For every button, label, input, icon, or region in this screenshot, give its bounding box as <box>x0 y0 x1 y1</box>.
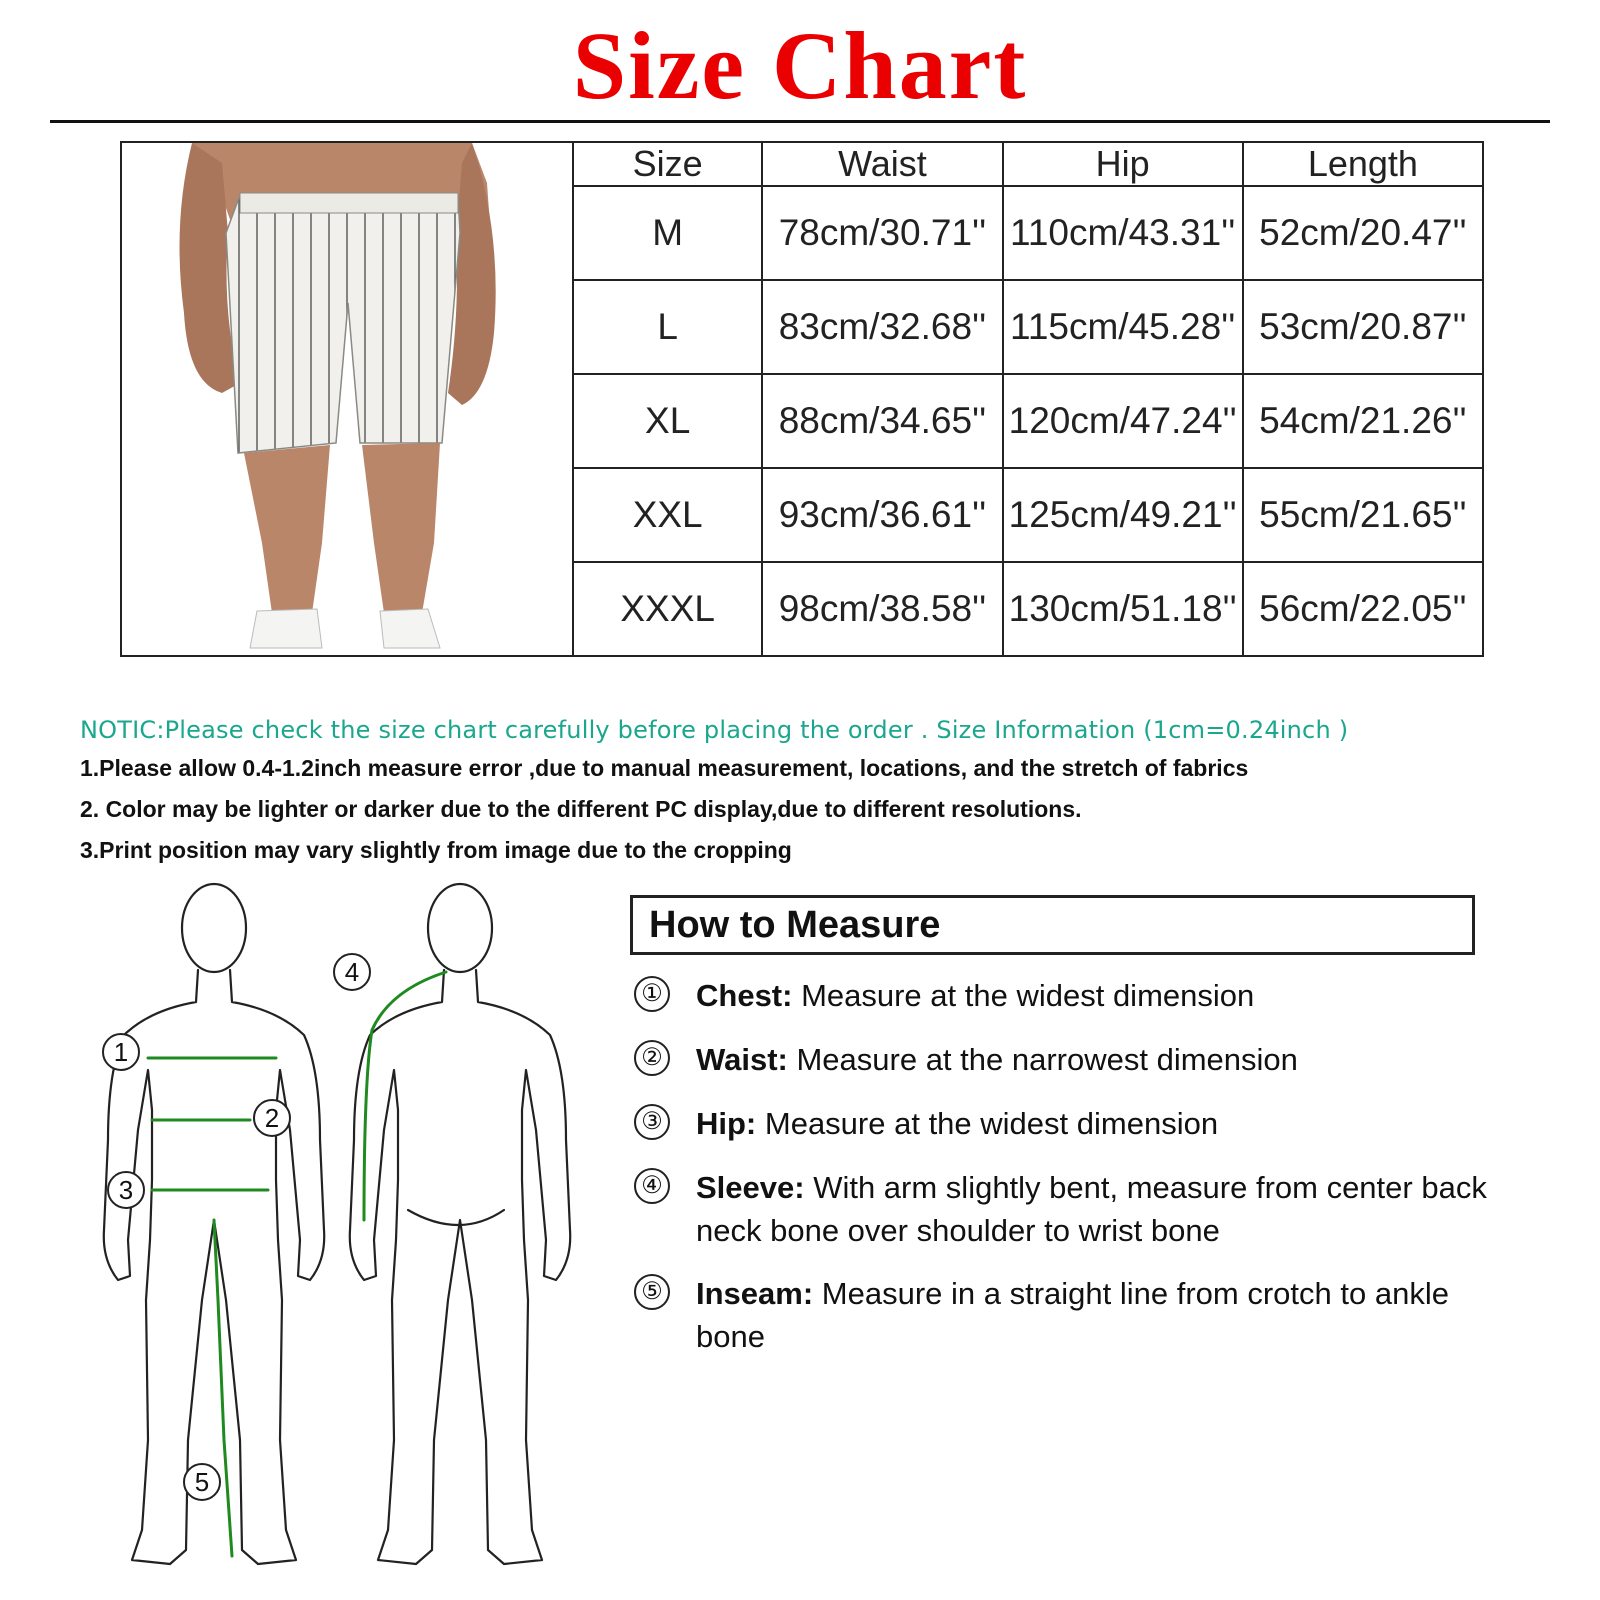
cell-hip: 110cm/43.31'' <box>1003 186 1243 280</box>
measure-text <box>696 1272 1496 1358</box>
table-header-row <box>573 142 1483 186</box>
note-measure-error: 1.Please allow 0.4-1.2inch measure error ,due to manual measurement, locations, and the stretch of fabrics <box>80 755 1249 781</box>
cell-size: XXL <box>573 468 762 562</box>
size-table <box>572 141 1484 657</box>
measure-label: Sleeve: <box>696 1170 805 1205</box>
cell-waist: 98cm/38.58'' <box>762 562 1002 656</box>
measure-label: Chest: <box>696 978 793 1013</box>
cell-length: 55cm/21.65'' <box>1243 468 1483 562</box>
table-row <box>573 374 1483 468</box>
size-chart <box>120 141 1484 657</box>
cell-length: 53cm/20.87'' <box>1243 280 1483 374</box>
measure-label: Waist: <box>696 1042 788 1077</box>
marker-sleeve-label: 4 <box>344 957 360 987</box>
cell-waist: 78cm/30.71'' <box>762 186 1002 280</box>
note-print-position: 3.Print position may vary slightly from image due to the cropping <box>80 837 792 863</box>
marker-inseam-label: 5 <box>194 1467 210 1497</box>
cell-length: 52cm/20.47'' <box>1243 186 1483 280</box>
cell-size: XXXL <box>573 562 762 656</box>
measure-item-hip <box>630 1102 1510 1152</box>
measure-label: Hip: <box>696 1106 757 1141</box>
table-row <box>573 468 1483 562</box>
measure-description: Measure in a straight line from crotch to ankle bone <box>696 1276 1449 1354</box>
measure-item-chest <box>630 974 1510 1024</box>
measurement-figures <box>90 880 590 1590</box>
note-color: 2. Color may be lighter or darker due to the different PC display,due to different resolutions. <box>80 796 1082 822</box>
cell-waist: 93cm/36.61'' <box>762 468 1002 562</box>
measure-description: With arm slightly bent, measure from center back neck bone over shoulder to wrist bone <box>696 1170 1487 1248</box>
cell-hip: 130cm/51.18'' <box>1003 562 1243 656</box>
cell-waist: 88cm/34.65'' <box>762 374 1002 468</box>
cell-size: L <box>573 280 762 374</box>
shorts-model-image <box>122 143 572 655</box>
measure-item-sleeve <box>630 1166 1510 1262</box>
header-length: Length <box>1243 142 1483 186</box>
number-badge: ⑤ <box>634 1274 670 1310</box>
header-hip: Hip <box>1003 142 1243 186</box>
number-badge: ③ <box>634 1104 670 1140</box>
marker-hip-label: 3 <box>118 1175 134 1205</box>
cell-size: M <box>573 186 762 280</box>
measure-text <box>696 974 1496 1017</box>
cell-hip: 120cm/47.24'' <box>1003 374 1243 468</box>
table-row <box>573 186 1483 280</box>
measure-text <box>696 1102 1496 1145</box>
product-photo <box>122 143 572 655</box>
measure-text <box>696 1166 1496 1252</box>
cell-length: 54cm/21.26'' <box>1243 374 1483 468</box>
measure-item-waist <box>630 1038 1510 1088</box>
cell-length: 56cm/22.05'' <box>1243 562 1483 656</box>
table-row <box>573 280 1483 374</box>
measure-label: Inseam: <box>696 1276 814 1311</box>
how-to-measure-header <box>630 895 1475 955</box>
cell-size: XL <box>573 374 762 468</box>
size-notice: NOTIC:Please check the size chart carefully before placing the order . Size Information (1cm=0.24inch ) <box>80 716 1349 744</box>
cell-hip: 125cm/49.21'' <box>1003 468 1243 562</box>
marker-chest-label: 1 <box>113 1037 129 1067</box>
measure-description: Measure at the narrowest dimension <box>787 1042 1298 1077</box>
marker-waist-label: 2 <box>264 1103 280 1133</box>
cell-waist: 83cm/32.68'' <box>762 280 1002 374</box>
table-row <box>573 562 1483 656</box>
number-badge: ④ <box>634 1168 670 1204</box>
number-badge: ② <box>634 1040 670 1076</box>
measure-description: Measure at the widest dimension <box>792 978 1255 1013</box>
measure-description: Measure at the widest dimension <box>756 1106 1219 1141</box>
number-badge: ① <box>634 976 670 1012</box>
title-divider <box>50 120 1550 123</box>
header-waist: Waist <box>762 142 1002 186</box>
page-title: Size Chart <box>572 12 1028 119</box>
header-size: Size <box>573 142 762 186</box>
measure-item-inseam <box>630 1272 1510 1368</box>
body-diagram <box>90 880 590 1590</box>
cell-hip: 115cm/45.28'' <box>1003 280 1243 374</box>
measure-text <box>696 1038 1496 1081</box>
how-to-measure-title: How to Measure <box>649 904 941 946</box>
